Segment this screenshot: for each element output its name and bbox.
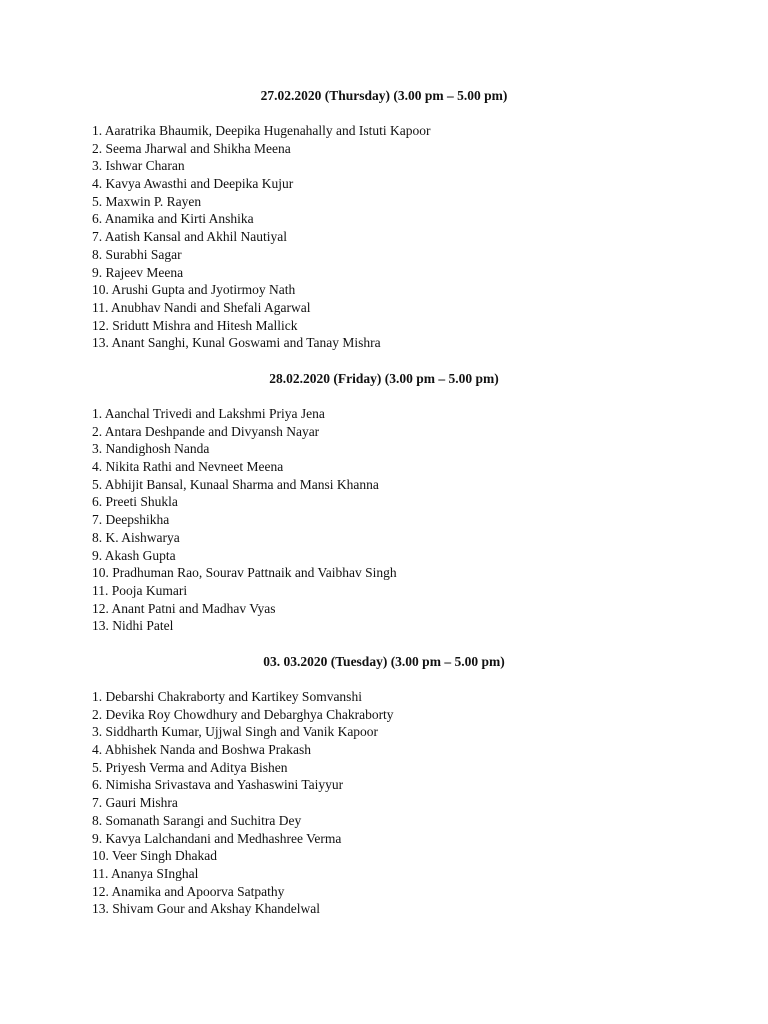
list-item: 13. Shivam Gour and Akshay Khandelwal bbox=[92, 901, 320, 917]
list-item: 6. Preeti Shukla bbox=[92, 494, 178, 510]
list-item: 13. Nidhi Patel bbox=[92, 618, 174, 634]
section-heading-thursday: 27.02.2020 (Thursday) (3.00 pm – 5.00 pm) bbox=[260, 88, 508, 103]
list-item: 12. Anamika and Apoorva Satpathy bbox=[92, 883, 285, 899]
list-item: 4. Kavya Awasthi and Deepika Kujur bbox=[92, 176, 294, 192]
list-item: 1. Debarshi Chakraborty and Kartikey Somvanshi bbox=[92, 689, 362, 704]
list-item: 11. Anubhav Nandi and Shefali Agarwal bbox=[92, 299, 311, 315]
list-item: 10. Arushi Gupta and Jyotirmoy Nath bbox=[92, 282, 296, 298]
list-item: 7. Gauri Mishra bbox=[92, 795, 178, 811]
list-item: 2. Seema Jharwal and Shikha Meena bbox=[92, 140, 291, 156]
list-item: 3. Ishwar Charan bbox=[92, 158, 185, 174]
list-item: 3. Siddharth Kumar, Ujjwal Singh and Vanik Kapoor bbox=[92, 724, 379, 740]
list-item: 11. Pooja Kumari bbox=[92, 582, 188, 598]
list-item: 8. Somanath Sarangi and Suchitra Dey bbox=[92, 812, 302, 828]
list-item: 2. Devika Roy Chowdhury and Debarghya Chakraborty bbox=[92, 706, 394, 722]
list-item: 7. Deepshikha bbox=[92, 512, 170, 528]
participant-list-thursday bbox=[92, 122, 431, 352]
list-item: 5. Maxwin P. Rayen bbox=[92, 193, 202, 209]
participant-list-tuesday bbox=[92, 688, 394, 918]
list-item: 2. Antara Deshpande and Divyansh Nayar bbox=[92, 423, 320, 439]
list-item: 5. Priyesh Verma and Aditya Bishen bbox=[92, 759, 288, 775]
list-item: 6. Nimisha Srivastava and Yashaswini Taiyyur bbox=[92, 777, 344, 793]
list-item: 10. Pradhuman Rao, Sourav Pattnaik and Vaibhav Singh bbox=[92, 565, 397, 581]
list-item: 9. Kavya Lalchandani and Medhashree Verma bbox=[92, 830, 342, 846]
list-item: 12. Sridutt Mishra and Hitesh Mallick bbox=[92, 317, 298, 333]
list-item: 3. Nandighosh Nanda bbox=[92, 441, 210, 457]
list-item: 10. Veer Singh Dhakad bbox=[92, 848, 217, 864]
list-item: 13. Anant Sanghi, Kunal Goswami and Tanay Mishra bbox=[92, 335, 381, 351]
list-item: 1. Aaratrika Bhaumik, Deepika Hugenahally and Istuti Kapoor bbox=[92, 123, 431, 138]
section-heading-tuesday: 03. 03.2020 (Tuesday) (3.00 pm – 5.00 pm) bbox=[263, 654, 505, 669]
list-item: 5. Abhijit Bansal, Kunaal Sharma and Mansi Khanna bbox=[92, 476, 379, 492]
list-item: 9. Rajeev Meena bbox=[92, 264, 184, 280]
section-heading-friday: 28.02.2020 (Friday) (3.00 pm – 5.00 pm) bbox=[269, 371, 499, 386]
list-item: 8. Surabhi Sagar bbox=[92, 246, 182, 262]
list-item: 4. Nikita Rathi and Nevneet Meena bbox=[92, 459, 284, 475]
list-item: 11. Ananya SInghal bbox=[92, 865, 199, 881]
list-item: 4. Abhishek Nanda and Boshwa Prakash bbox=[92, 742, 311, 758]
participant-list-friday bbox=[92, 405, 397, 635]
list-item: 9. Akash Gupta bbox=[92, 547, 176, 563]
list-item: 1. Aanchal Trivedi and Lakshmi Priya Jena bbox=[92, 406, 325, 421]
list-item: 8. K. Aishwarya bbox=[92, 529, 180, 545]
list-item: 12. Anant Patni and Madhav Vyas bbox=[92, 600, 276, 616]
list-item: 7. Aatish Kansal and Akhil Nautiyal bbox=[92, 229, 287, 245]
list-item: 6. Anamika and Kirti Anshika bbox=[92, 211, 254, 227]
